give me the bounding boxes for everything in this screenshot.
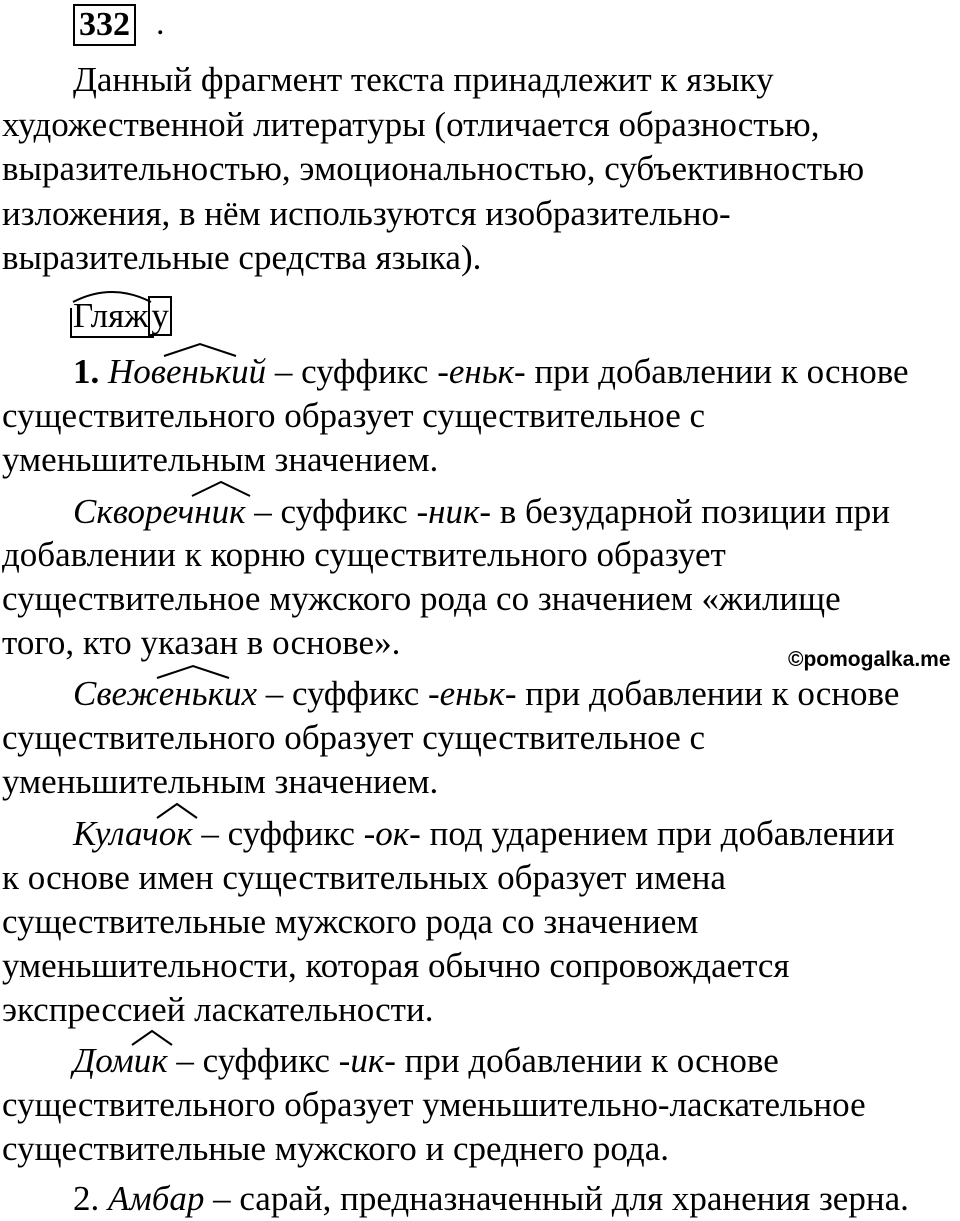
- intro-line-3: выразительностью, эмоциональностью, субъективностью: [2, 149, 865, 188]
- word-part: ий: [231, 352, 267, 391]
- item-domik-line-1: [73, 1039, 779, 1083]
- item-domik-line-3: существительные мужского и среднего рода.: [2, 1129, 670, 1168]
- intro-line-1: Данный фрагмент текста принадлежит к языку: [73, 60, 774, 99]
- suffix-text: еньк: [165, 352, 232, 391]
- item-kulachok-line-2: к основе имен существительных образует имена: [2, 858, 726, 897]
- intro-line-5: выразительные средства языка).: [2, 238, 482, 277]
- item-kulachok-line-1: [73, 812, 895, 856]
- suffix-arc-mark: [130, 1029, 174, 1047]
- suffix-part: [166, 350, 231, 394]
- stem-bracket-mark: [70, 308, 154, 338]
- word-domik: [73, 1041, 168, 1080]
- root-arc-mark: [71, 284, 153, 304]
- word-kulachok: [73, 814, 193, 853]
- item-text: при добавлении к основе: [525, 352, 909, 391]
- parse-word-ending: [148, 296, 172, 336]
- suffix-part: [159, 812, 193, 856]
- exercise-number-dot: .: [156, 5, 165, 42]
- item-ambar-line-1: [73, 1177, 909, 1221]
- word-part: Кулач: [73, 814, 159, 853]
- parse-word: [73, 294, 172, 338]
- suffix-label: -еньк-: [428, 674, 517, 713]
- word-part: Дом: [73, 1041, 134, 1080]
- word-skvorechnik: [73, 492, 245, 531]
- item-text: – суффикс: [192, 814, 364, 853]
- item-text: – суффикс: [245, 492, 417, 531]
- suffix-label: -еньк-: [437, 352, 526, 391]
- watermark: ©pomogalka.me: [788, 648, 951, 671]
- item-text: под ударением при добавлении: [420, 814, 895, 853]
- item-text: при добавлении к основе: [395, 1041, 779, 1080]
- item-skvorechnik-line-2: добавлении к корню существительного образует: [2, 535, 726, 574]
- item-novenkiy-line-1: [73, 350, 909, 394]
- item-text: – суффикс: [257, 674, 429, 713]
- item-text: – суффикс: [167, 1041, 339, 1080]
- item-svezhenkikh-line-3: уменьшительным значением.: [2, 762, 439, 801]
- item-novenkiy-line-2: существительного образует существительное с: [2, 396, 706, 435]
- parse-word-stem-text: Гляж: [73, 296, 149, 335]
- suffix-arc-mark: [155, 664, 231, 680]
- item-number-1: 1.: [73, 352, 100, 391]
- suffix-text: еньк: [158, 674, 224, 713]
- item-skvorechnik-line-1: [73, 490, 890, 534]
- suffix-label: -ок-: [363, 814, 421, 853]
- item-domik-line-2: существительного образует уменьшительно-ласкательное: [2, 1085, 866, 1124]
- item-text: при добавлении к основе: [516, 674, 900, 713]
- item-kulachok-line-5: экспрессией ласкательности.: [2, 990, 434, 1029]
- suffix-label: -ник-: [416, 492, 492, 531]
- suffix-arc-mark: [190, 480, 252, 498]
- suffix-text: ник: [194, 492, 246, 531]
- parse-word-ending-text: у: [151, 296, 169, 335]
- word-svezhenkikh: [73, 674, 257, 713]
- suffix-text: ок: [158, 814, 193, 853]
- intro-line-2: художественной литературы (отличается образностью,: [2, 105, 820, 144]
- item-text: – сарай, предназначенный для хранения зерна.: [204, 1179, 909, 1218]
- item-svezhenkikh-line-1: [73, 672, 899, 716]
- word-part: Свеж: [73, 674, 159, 713]
- suffix-arc-mark: [155, 802, 199, 820]
- item-novenkiy-line-3: уменьшительным значением.: [2, 440, 439, 479]
- suffix-part: [159, 672, 224, 716]
- word-part: Нов: [108, 352, 166, 391]
- word-part: их: [223, 674, 258, 713]
- item-skvorechnik-line-4: того, кто указан в основе».: [2, 623, 401, 662]
- suffix-label: -ик-: [338, 1041, 396, 1080]
- intro-line-4: изложения, в нём используются изобразительно-: [2, 194, 731, 233]
- item-kulachok-line-3: существительные мужского рода со значением: [2, 902, 699, 941]
- suffix-arc-mark: [162, 342, 238, 358]
- item-text: в безударной позиции при: [491, 492, 890, 531]
- word-novenkiy: [108, 352, 266, 391]
- word-ambar: Амбар: [108, 1179, 205, 1218]
- item-skvorechnik-line-3: существительное мужского рода со значением «жилище: [2, 579, 841, 618]
- item-number-2: 2.: [73, 1179, 108, 1218]
- item-svezhenkikh-line-2: существительного образует существительное с: [2, 718, 706, 757]
- item-kulachok-line-4: уменьшительности, которая обычно сопровождается: [2, 946, 790, 985]
- item-text: – суффикс: [266, 352, 438, 391]
- suffix-part: [194, 490, 245, 534]
- suffix-part: [134, 1039, 168, 1083]
- parse-word-stem: [73, 294, 148, 338]
- exercise-number: 332: [73, 4, 136, 46]
- word-part: Сквореч: [73, 492, 195, 531]
- suffix-text: ик: [133, 1041, 168, 1080]
